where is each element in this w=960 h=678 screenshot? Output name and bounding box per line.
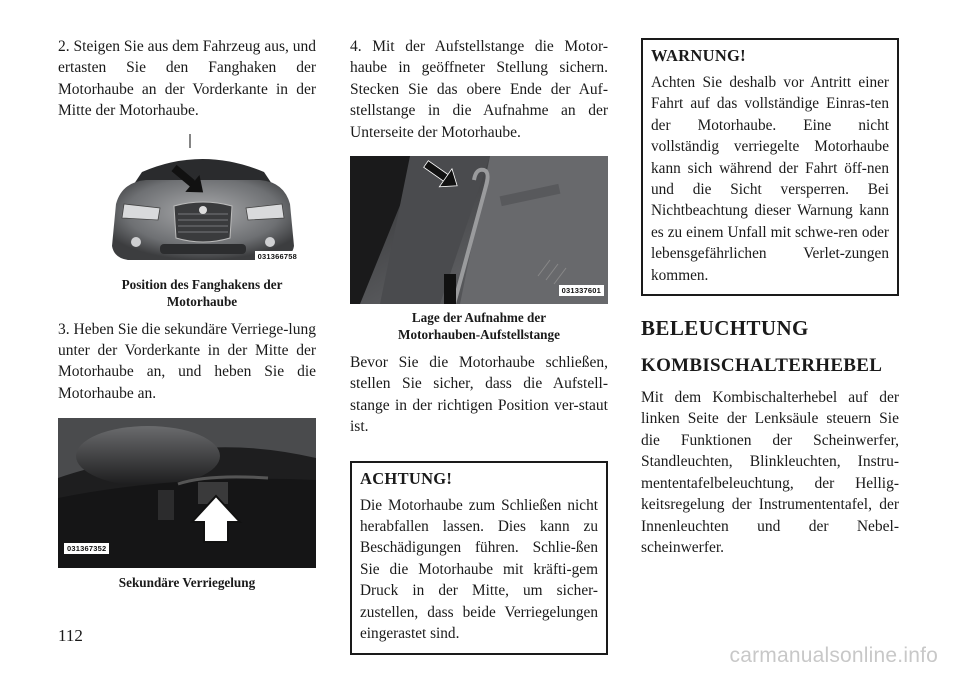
- step-3-text: 3. Heben Sie die sekundäre Verriege-lung unter der Vorderkante in der Mitte der Motorhaube an, und heben Sie die Motorhaube an.: [58, 320, 316, 402]
- column-right: [641, 38, 899, 558]
- warning-box: [641, 38, 899, 296]
- step-4-text: 4. Mit der Aufstellstange die Motor-haube in geöffneter Stellung sichern. Stecken Sie das obere Ende der Auf-stellstange in die Aufnahme an der Unterseite der Motorhaube.: [350, 38, 608, 141]
- paragraph-text: Bevor Sie die Motorhaube schließen, stellen Sie sicher, dass die Aufstell-stange in der richtigen Position ver-staut ist.: [350, 354, 608, 436]
- caution-title: ACHTUNG!: [360, 468, 453, 488]
- step-2-text: 2. Steigen Sie aus dem Fahrzeug aus, und ertasten Sie den Fanghaken der Motorhaube an der Vorderkante in der Mitte der Motorhaube.: [58, 38, 316, 120]
- section-title: BELEUCHTUNG: [641, 316, 809, 341]
- page-number: 112: [58, 626, 83, 645]
- figure-code: 031366758: [255, 251, 300, 262]
- caution-text: Die Motorhaube zum Schließen nicht herabfallen lassen. Dies kann zu Beschädigungen führen. Schlie-ßen Sie die Motorhaube mit kräfti-gem Druck in der Mitte, um sicher-zustellen, dass beide Verriegelungen eingerastet sind.: [360, 496, 598, 643]
- warning-text: Achten Sie deshalb vor Antritt einer Fahrt auf das vollständige Einras-ten der Motorhaube. Eine nicht vollständig verriegelte Motorhaube kann sich während der Fahrt öff-nen und die Sicht versperren. Bei Nichtbeachtung dieser Warnung kann es zu einem Unfall mit schwe-ren oder lebensgefährlichen Verlet-zungen kommen.: [651, 74, 889, 284]
- figure-secondary-latch: [58, 418, 316, 568]
- figure-caption: Lage der Aufnahme der Motorhauben-Aufstellstange: [398, 310, 560, 343]
- figure-code: 031367352: [64, 543, 109, 554]
- figure-hood-latch: [102, 134, 302, 272]
- figure-code: 031337601: [559, 285, 604, 296]
- subsection-title: KOMBISCHALTERHEBEL: [641, 355, 883, 377]
- column-left: [58, 36, 316, 591]
- figure-caption: Sekundäre Verriegelung: [118, 575, 256, 591]
- caution-box: [350, 461, 608, 655]
- figure-caption: Position des Fanghakens der Motorhaube: [121, 276, 283, 309]
- prop-rod-photo: [350, 156, 608, 304]
- watermark: carmanualsonline.info: [729, 644, 938, 667]
- column-middle: [350, 36, 608, 655]
- paragraph-text: Mit dem Kombischalterhebel auf der linken Seite der Lenksäule steuern Sie die Funktionen der Scheinwerfer, Standleuchten, Blinkleuchten, Instru-mententafelbeleuchtung, der Hellig-keitsregelung der Instrumententafel, der Innenleuchten und der Nebel-scheinwerfer.: [641, 389, 899, 556]
- figure-prop-rod: [350, 156, 608, 304]
- warning-title: WARNUNG!: [651, 46, 746, 65]
